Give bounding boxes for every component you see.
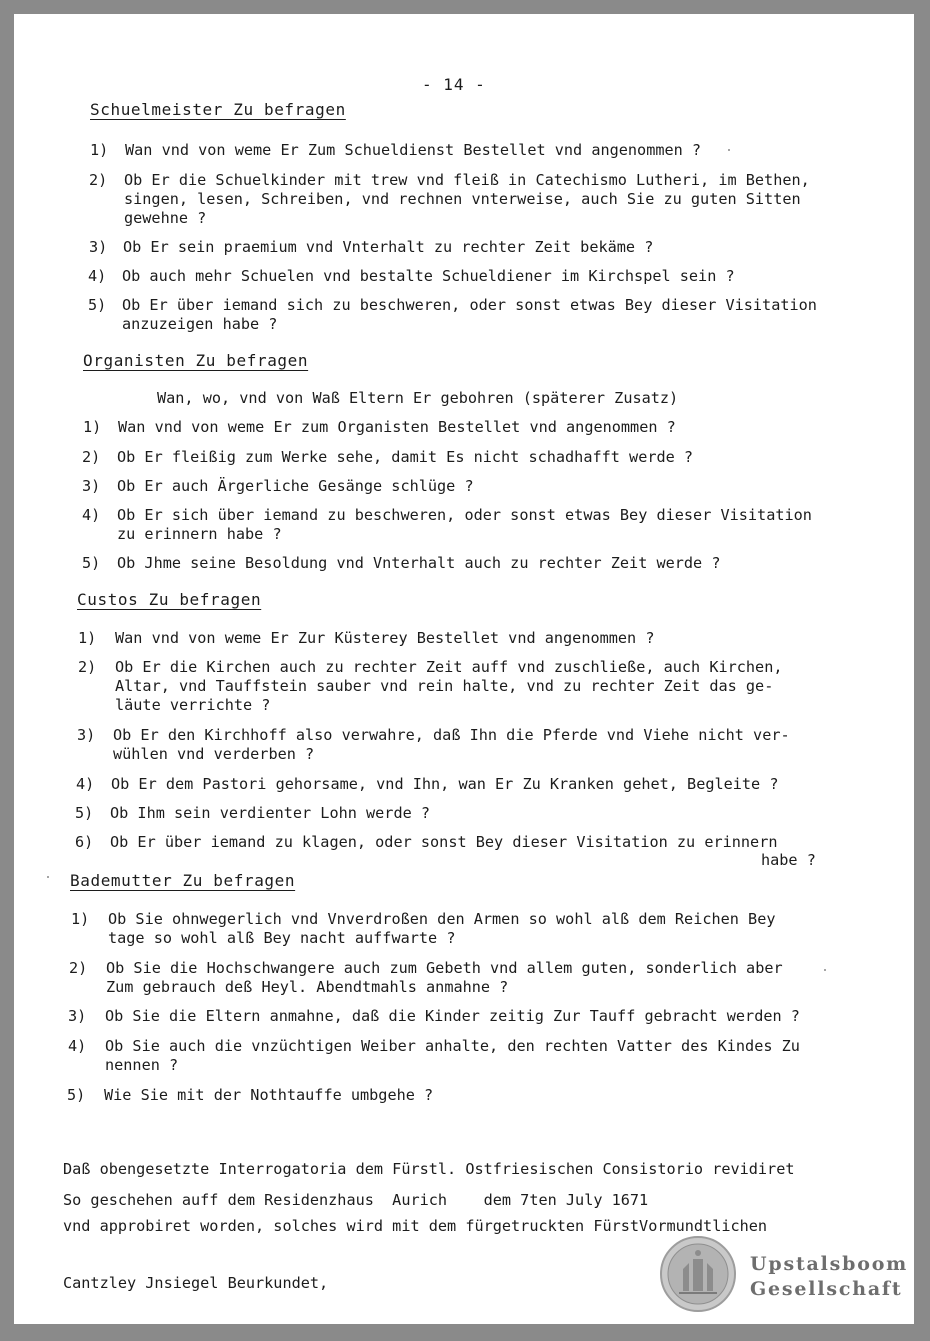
question-text: Ob Er die Kirchen auch zu rechter Zeit auff vnd zuschließe, auch Kirchen, [115,658,783,676]
scan-speck [824,969,826,971]
question-number: 5) [75,804,94,822]
closing-line: Cantzley Jnsiegel Beurkundet, [63,1274,329,1292]
scan-speck [47,876,49,878]
question-number: 2) [78,658,97,676]
signature-line: So geschehen auff dem Residenzhaus Aurich dem 7ten July 1671 [63,1191,649,1209]
question-text-continuation: habe ? [761,851,816,869]
question-text: Ob Er auch Ärgerliche Gesänge schlüge ? [117,477,474,495]
question-text: Ob Er über iemand sich zu beschweren, oder sonst etwas Bey dieser Visitation [122,296,817,314]
section-title-bademutter: Bademutter Zu befragen [70,871,296,890]
question-number: 5) [88,296,107,314]
question-number: 5) [82,554,101,572]
question-text: nennen ? [105,1056,179,1074]
question-number: 5) [67,1086,86,1104]
question-text: Ob Ihm sein verdienter Lohn werde ? [110,804,431,822]
question-number: 4) [68,1037,87,1055]
question-number: 2) [69,959,88,977]
question-text: Ob Sie die Hochschwangere auch zum Gebeth vnd allem guten, sonderlich aber [106,959,783,977]
question-text: tage so wohl alß Bey nacht auffwarte ? [108,929,456,947]
closing-line: vnd approbiret worden, solches wird mit dem fürgetruckten FürstVormundtlichen [63,1217,768,1235]
document-page [14,14,914,1324]
question-number: 2) [89,171,108,189]
question-number: 1) [83,418,102,436]
question-number: 3) [89,238,108,256]
question-number: 3) [82,477,101,495]
logo-text [750,1252,908,1302]
section-title-organisten: Organisten Zu befragen [83,351,309,370]
question-text: Wan vnd von weme Er Zum Schueldienst Bestellet vnd angenommen ? [125,141,702,159]
question-text: Ob Sie auch die vnzüchtigen Weiber anhalte, den rechten Vatter des Kindes Zu [105,1037,800,1055]
section-title-custos: Custos Zu befragen [77,590,262,609]
question-number: 6) [75,833,94,851]
question-text: singen, lesen, Schreiben, vnd rechnen vnterweise, auch Sie zu guten Sitten [124,190,801,208]
section-title-schuelmeister: Schuelmeister Zu befragen [90,100,346,119]
question-number: 4) [76,775,95,793]
closing-line: Daß obengesetzte Interrogatoria dem Fürstl. Ostfriesischen Consistorio revidiret [63,1160,795,1178]
question-number: 1) [90,141,109,159]
question-number: 1) [71,910,90,928]
question-text: läute verrichte ? [115,696,271,714]
question-text: Wie Sie mit der Nothtauffe umbgehe ? [104,1086,434,1104]
question-text: Ob Er fleißig zum Werke sehe, damit Es nicht schadhafft werde ? [117,448,694,466]
logo-line: Upstalsboom [750,1253,909,1275]
question-text: Wan vnd von weme Er zum Organisten Bestellet vnd angenommen ? [118,418,676,436]
logo-line: Gesellschaft [750,1278,903,1300]
question-text: Ob Sie ohnwegerlich vnd Vnverdroßen den Armen so wohl alß dem Reichen Bey [108,910,776,928]
later-addition-note: Wan, wo, vnd von Waß Eltern Er gebohren (späterer Zusatz) [157,389,679,407]
question-number: 3) [68,1007,87,1025]
question-text: wühlen vnd verderben ? [113,745,315,763]
question-number: 1) [78,629,97,647]
question-text: Ob Er sein praemium vnd Vnterhalt zu rechter Zeit bekäme ? [123,238,654,256]
question-text: Ob Er die Schuelkinder mit trew vnd fleiß in Catechismo Lutheri, im Bethen, [124,171,810,189]
question-number: 4) [88,267,107,285]
question-text: Ob auch mehr Schuelen vnd bestalte Schueldiener im Kirchspel sein ? [122,267,735,285]
question-text: anzuzeigen habe ? [122,315,278,333]
question-text: Wan vnd von weme Er Zur Küsterey Bestellet vnd angenommen ? [115,629,655,647]
question-text: Altar, vnd Tauffstein sauber vnd rein halte, vnd zu rechter Zeit das ge- [115,677,774,695]
question-text: zu erinnern habe ? [117,525,282,543]
seal-icon [659,1235,737,1313]
question-text: gewehne ? [124,209,207,227]
question-number: 2) [82,448,101,466]
question-text: Zum gebrauch deß Heyl. Abendtmahls anmahne ? [106,978,509,996]
question-text: Ob Er sich über iemand zu beschweren, oder sonst etwas Bey dieser Visitation [117,506,812,524]
question-text: Ob Er über iemand zu klagen, oder sonst Bey dieser Visitation zu erinnern [110,833,778,851]
question-text: Ob Sie die Eltern anmahne, daß die Kinder zeitig Zur Tauff gebracht werden ? [105,1007,800,1025]
question-text: Ob Er den Kirchhoff also verwahre, daß Ihn die Pferde vnd Viehe nicht ver- [113,726,790,744]
question-text: Ob Er dem Pastori gehorsame, vnd Ihn, wan Er Zu Kranken gehet, Begleite ? [111,775,779,793]
question-number: 3) [77,726,96,744]
question-number: 4) [82,506,101,524]
question-text: Ob Jhme seine Besoldung vnd Vnterhalt auch zu rechter Zeit werde ? [117,554,721,572]
scan-speck [728,149,730,151]
page-number: - 14 - [422,75,486,94]
